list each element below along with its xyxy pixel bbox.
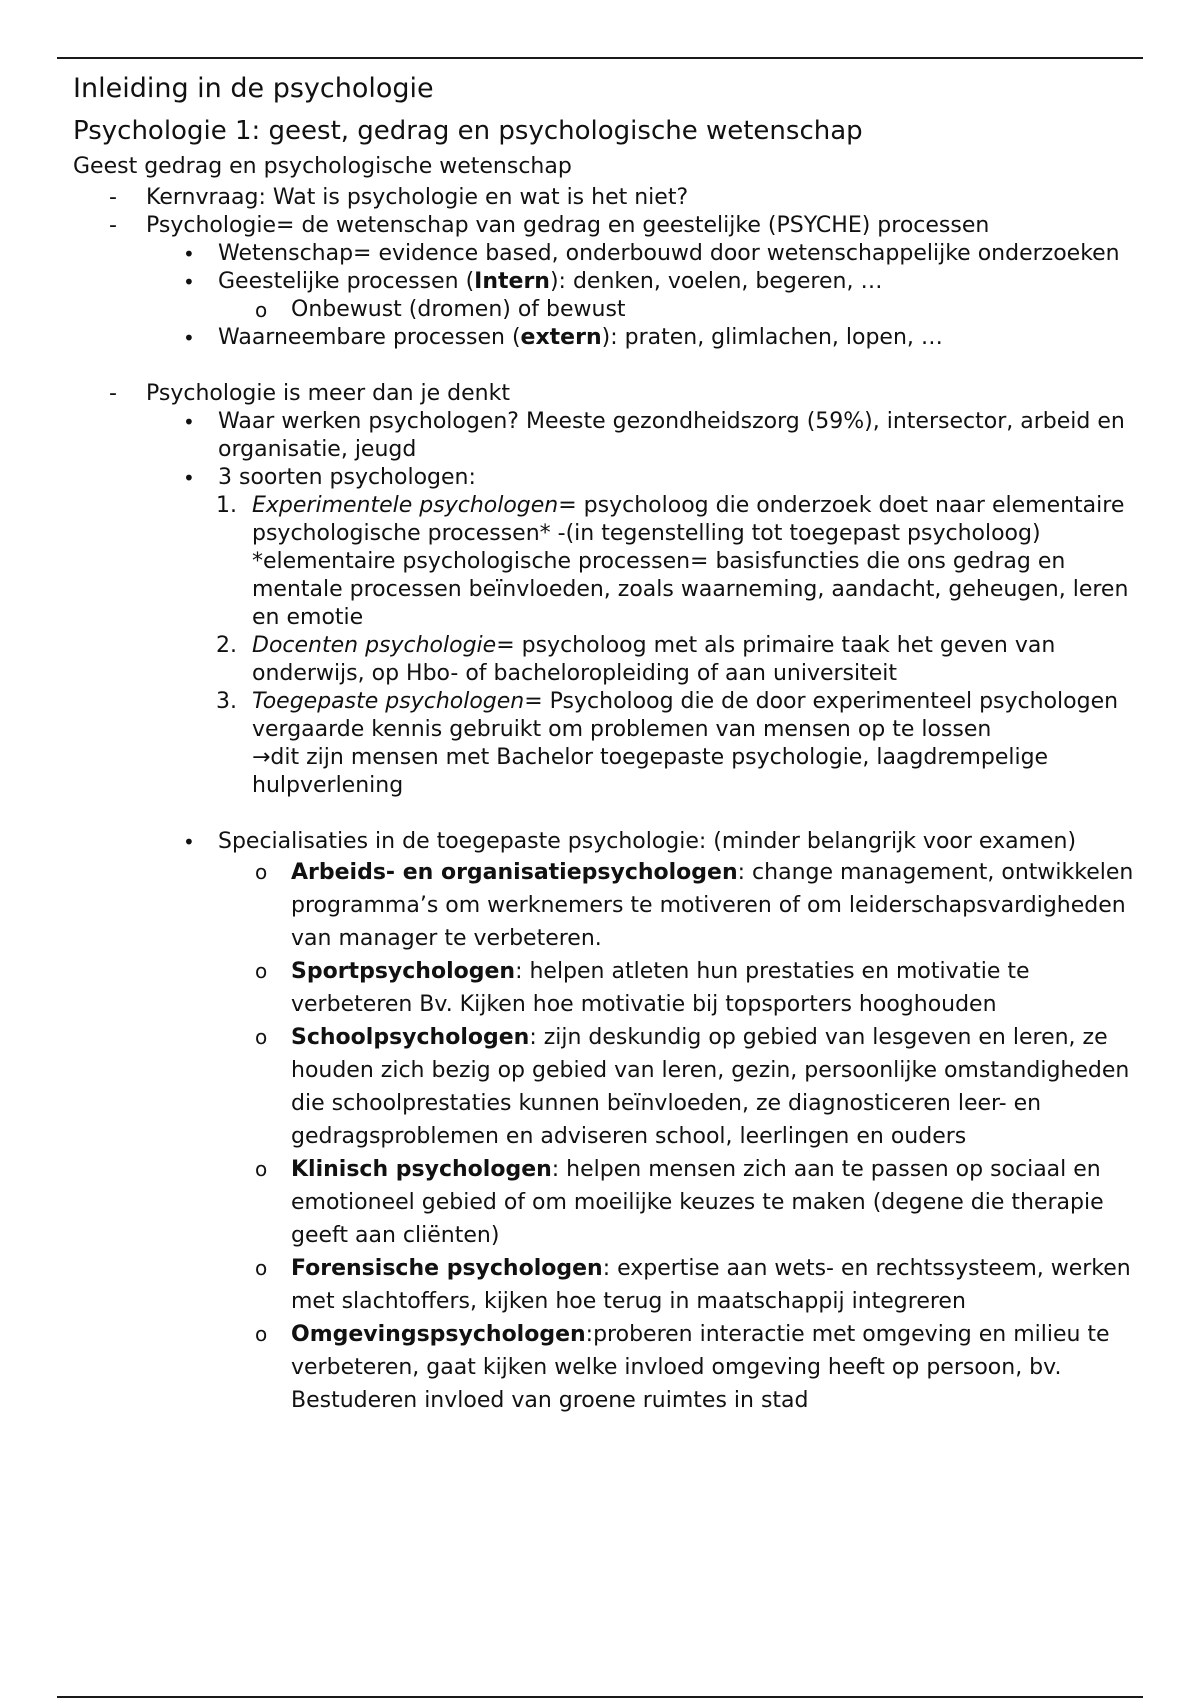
dash-marker: - <box>109 213 117 238</box>
list-item <box>73 296 1143 324</box>
header-rule <box>57 57 1143 59</box>
meer-text: Psychologie is meer dan je denkt <box>146 381 510 406</box>
circle-marker: o <box>255 1157 268 1181</box>
waarneembaar-bold: extern <box>520 325 602 350</box>
specialisatie-text: : helpen mensen zich aan te passen op sociaal en emotioneel gebied of om moeilijke keuzes te maken (degene die therapie geeft aan cliënten) <box>291 1157 1104 1248</box>
document-title: Inleiding in de psychologie <box>73 73 434 104</box>
soorten-text: 3 soorten psychologen: <box>218 465 476 490</box>
experimentele-note: *elementaire psychologische processen= basisfuncties die ons gedrag en mentale processen beïnvloeden, zoals waarneming, aandacht, geheugen, leren en emotie <box>252 549 1129 630</box>
specialisatie-term: Forensische psychologen <box>291 1256 603 1281</box>
specialisatie-term: Schoolpsychologen <box>291 1025 530 1050</box>
specialisatie-text: : change management, ontwikkelen programma’s om werknemers te motiveren of om leiderschapsvardigheden van manager te verbeteren. <box>291 860 1134 951</box>
specialisatie-item <box>73 1021 1143 1153</box>
list-item <box>73 212 1143 240</box>
circle-marker: o <box>255 1025 268 1049</box>
geestelijk-text-end: ): denken, voelen, begeren, … <box>549 269 883 294</box>
list-item <box>73 184 1143 212</box>
circle-marker: o <box>255 1256 268 1280</box>
bullet-marker: • <box>183 466 195 490</box>
specialisatie-text: :proberen interactie met omgeving en milieu te verbeteren, gaat kijken welke invloed omgeving heeft op persoon, bv. Bestuderen invloed van groene ruimtes in stad <box>291 1322 1110 1413</box>
bullet-marker: • <box>183 410 195 434</box>
experimentele-term: Experimentele psychologen <box>252 493 559 518</box>
experimentele-definition: = psycholoog die onderzoek doet naar elementaire psychologische processen* -(in tegenstelling tot toegepast psycholoog) <box>252 493 1125 546</box>
list-item <box>73 240 1143 268</box>
specialisatie-text: : zijn deskundig op gebied van lesgeven en leren, ze houden zich bezig op gebied van leren, gezin, persoonlijke omstandigheden die schoolprestaties kunnen beïnvloeden, ze diagnosticeren leer- en gedragsproblemen en adviseren school, leerlingen en ouders <box>291 1025 1130 1149</box>
number-marker: 3. <box>216 689 237 714</box>
toegepaste-definition: = Psycholoog die de door experimenteel psychologen vergaarde kennis gebruikt om problemen van mensen op te lossen <box>252 689 1119 742</box>
waar-text: Waar werken psychologen? Meeste gezondheidszorg (59%), intersector, arbeid en organisatie, jeugd <box>218 409 1125 462</box>
bullet-marker: • <box>183 242 195 266</box>
section-heading: Geest gedrag en psychologische wetenschap <box>73 154 572 179</box>
circle-marker: o <box>255 959 268 983</box>
kernvraag-text: Kernvraag: Wat is psychologie en wat is het niet? <box>146 185 689 210</box>
numbered-item <box>73 492 1143 548</box>
specialisatie-term: Omgevingspsychologen <box>291 1322 586 1347</box>
waarneembaar-text-end: ): praten, glimlachen, lopen, … <box>601 325 943 350</box>
docenten-definition: = psycholoog met als primaire taak het geven van onderwijs, op Hbo- of bacheloropleiding of aan universiteit <box>252 633 1056 686</box>
numbered-item <box>73 632 1143 688</box>
specialisatie-item <box>73 856 1143 955</box>
list-item <box>73 268 1143 296</box>
toegepaste-note: →dit zijn mensen met Bachelor toegepaste psychologie, laagdrempelige hulpverlening <box>252 745 1049 798</box>
specialisatie-term: Klinisch psychologen <box>291 1157 552 1182</box>
definition-text: Psychologie= de wetenschap van gedrag en geestelijke (PSYCHE) processen <box>146 213 990 238</box>
list-item <box>73 408 1143 464</box>
geestelijk-bold: Intern <box>474 269 550 294</box>
wetenschap-text: Wetenschap= evidence based, onderbouwd door wetenschappelijke onderzoeken <box>218 241 1120 266</box>
bullet-marker: • <box>183 326 195 350</box>
specialisaties-text: Specialisaties in de toegepaste psychologie: (minder belangrijk voor examen) <box>218 829 1077 854</box>
specialisatie-item <box>73 1318 1143 1417</box>
footer-rule <box>57 1696 1143 1698</box>
list-item <box>73 828 1143 856</box>
specialisatie-item <box>73 1153 1143 1252</box>
circle-marker: o <box>255 860 268 884</box>
specialisatie-item <box>73 955 1143 1021</box>
number-marker: 1. <box>216 493 237 518</box>
bullet-marker: • <box>183 270 195 294</box>
waarneembaar-text: Waarneembare processen ( <box>218 325 521 350</box>
dash-marker: - <box>109 381 117 406</box>
list-item <box>73 324 1143 352</box>
toegepaste-term: Toegepaste psychologen <box>252 689 525 714</box>
list-item <box>73 380 1143 408</box>
number-marker: 2. <box>216 633 237 658</box>
circle-marker: o <box>255 1322 268 1346</box>
docenten-term: Docenten psychologie <box>252 633 497 658</box>
specialisatie-text: : expertise aan wets- en rechtssysteem, werken met slachtoffers, kijken hoe terug in maatschappij integreren <box>291 1256 1131 1314</box>
chapter-heading: Psychologie 1: geest, gedrag en psychologische wetenschap <box>73 116 863 146</box>
specialisatie-text: : helpen atleten hun prestaties en motivatie te verbeteren Bv. Kijken hoe motivatie bij topsporters hooghouden <box>291 959 1030 1017</box>
circle-marker: o <box>255 298 268 322</box>
specialisatie-term: Sportpsychologen <box>291 959 516 984</box>
numbered-item <box>73 688 1143 744</box>
document-body <box>73 72 1143 1417</box>
list-item <box>73 464 1143 492</box>
bullet-marker: • <box>183 830 195 854</box>
specialisatie-term: Arbeids- en organisatiepsychologen <box>291 860 738 885</box>
dash-marker: - <box>109 185 117 210</box>
geestelijk-text: Geestelijke processen ( <box>218 269 475 294</box>
specialisatie-item <box>73 1252 1143 1318</box>
onbewust-text: Onbewust (dromen) of bewust <box>291 297 626 322</box>
